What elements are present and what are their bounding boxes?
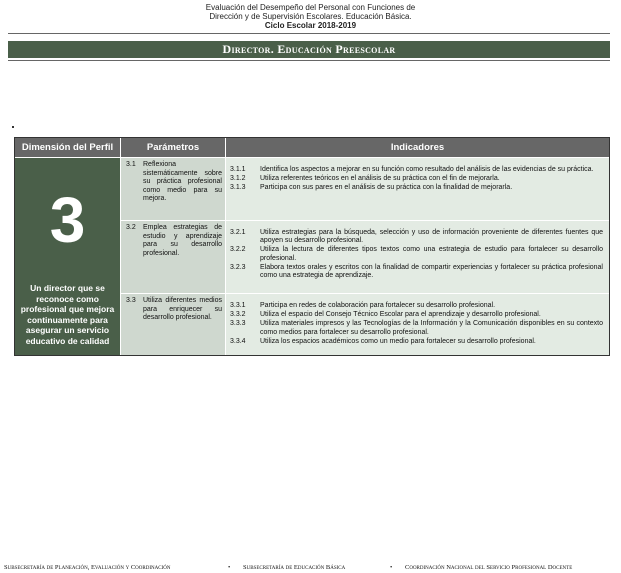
parameter-text: Utiliza diferentes medios para enriquecer su desarrollo profesional.: [143, 297, 222, 322]
indicator-cell: [226, 294, 609, 355]
header-rule: [8, 33, 610, 34]
footer-separator: •: [228, 564, 231, 571]
indicator-text: Utiliza la lectura de diferentes tipos textos como una estrategia de estudio para fortalecer su desarrollo profesional.: [260, 246, 603, 262]
indicator-item: [230, 184, 603, 192]
profile-table: [14, 137, 610, 356]
indicator-item: [230, 311, 603, 319]
indicator-item: [230, 246, 603, 262]
footer-item-coordinacion: Coordinación Nacional del Servicio Profesional Docente: [405, 564, 573, 571]
indicator-text: Identifica los aspectos a mejorar en su función como resultado del análisis de las evidencias de su práctica.: [260, 166, 594, 173]
indicator-item: [230, 166, 603, 174]
footer-item-educacion-basica: Subsecretaría de Educación Básica: [243, 564, 346, 571]
indicator-text: Utiliza estrategias para la búsqueda, selección y uso de información proveniente de diferentes fuentes que apoyen su desarrollo profesional.: [260, 229, 603, 245]
indicator-number: 3.2.3: [230, 263, 246, 271]
indicator-item: [230, 175, 603, 183]
indicator-text: Utiliza materiales impresos y las Tecnologías de la Información y la Comunicación disponibles en su contexto como medios para fortalecer su desarrollo profesional.: [260, 320, 603, 336]
indicator-number: 3.2.1: [230, 229, 246, 236]
parameter-text: Emplea estrategias de estudio y aprendizaje para su desarrollo profesional.: [143, 224, 222, 257]
indicator-cell: [226, 158, 609, 220]
indicator-item: [230, 264, 603, 280]
indicator-text: Participa con sus pares en el análisis de su práctica con la finalidad de mejorarla.: [260, 184, 513, 192]
document-footer: [0, 563, 621, 573]
dimension-number: 3: [49, 184, 86, 256]
indicator-number: 3.1.2: [230, 175, 246, 183]
indicator-text: Utiliza el espacio del Consejo Técnico Escolar para el aprendizaje y desarrollo profesional.: [260, 311, 541, 319]
header-line-3: Ciclo Escolar 2018-2019: [264, 21, 357, 30]
indicator-item: [230, 320, 603, 336]
bullet-mark: [12, 126, 14, 128]
indicator-number: 3.3.3: [230, 320, 246, 328]
indicator-number: 3.3.4: [230, 337, 246, 345]
indicator-number: 3.3.2: [230, 311, 246, 319]
indicator-number: 3.2.2: [230, 246, 246, 254]
dimension-text: Un director que se reconoce como profesional que mejora continuamente para asegurar un servicio educativo de calidad: [20, 283, 115, 346]
indicator-item: [230, 229, 603, 245]
indicator-cell: [226, 221, 609, 293]
header-line-2: Dirección y de Supervisión Escolares. Educación Básica.: [209, 12, 412, 21]
indicator-number: 3.3.1: [230, 302, 246, 309]
indicator-number: 3.1.1: [230, 166, 246, 173]
indicator-item: [230, 338, 603, 346]
indicator-text: Utiliza referentes teóricos en el análisis de su práctica con el fin de mejorarla.: [260, 175, 500, 183]
indicator-text: Participa en redes de colaboración para fortalecer su desarrollo profesional.: [260, 302, 496, 309]
banner-rule: [8, 60, 610, 61]
header-parametros: Parámetros: [121, 138, 225, 157]
parameter-cell: [121, 294, 225, 355]
document-header: [0, 3, 621, 30]
indicator-text: Elabora textos orales y escritos con la finalidad de compartir experiencias y fortalecer su práctica profesional como una estrategia de aprendizaje.: [260, 263, 603, 280]
indicator-item: [230, 302, 603, 310]
dimension-cell: [15, 158, 120, 355]
parameter-text: Reflexiona sistemáticamente sobre su práctica profesional como medio para su mejora.: [143, 161, 222, 203]
header-dimension: Dimensión del Perfil: [15, 138, 120, 157]
section-banner: Director. Educación Preescolar: [8, 41, 610, 58]
header-indicadores: Indicadores: [226, 138, 609, 157]
indicator-number: 3.1.3: [230, 184, 246, 192]
parameter-number: 3.2: [126, 224, 136, 231]
parameter-cell: [121, 158, 225, 220]
parameter-number: 3.1: [126, 161, 136, 168]
header-line-1: Evaluación del Desempeño del Personal con Funciones de: [205, 3, 416, 12]
indicator-text: Utiliza los espacios académicos como un medio para fortalecer su desarrollo profesional.: [260, 337, 536, 345]
parameter-number: 3.3: [126, 297, 136, 304]
footer-separator: •: [390, 564, 393, 571]
parameter-cell: [121, 221, 225, 293]
footer-item-planeacion: Subsecretaría de Planeación, Evaluación y Coordinación: [4, 564, 171, 571]
